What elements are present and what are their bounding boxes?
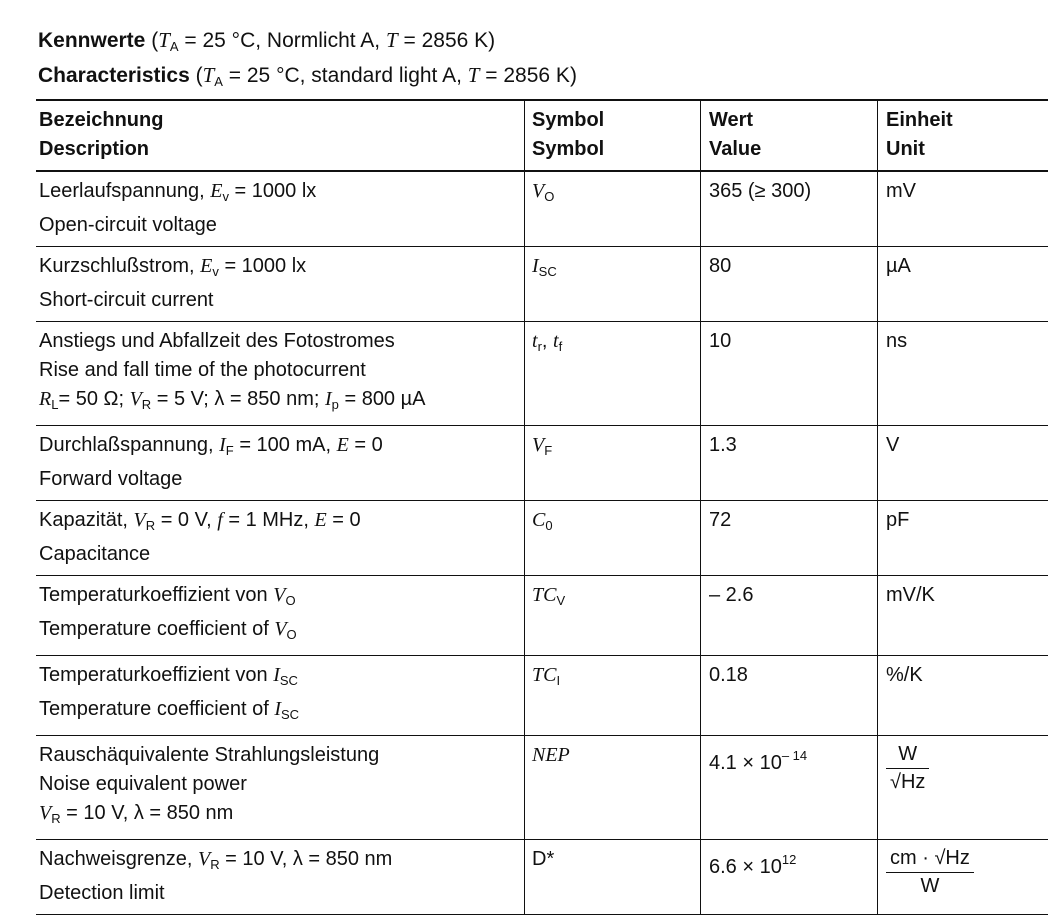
table-row xyxy=(36,576,1048,656)
heading xyxy=(38,26,577,96)
row-symbol: $TC_I$ xyxy=(525,656,701,736)
row-unit: V xyxy=(878,426,1049,501)
row-unit xyxy=(878,840,1049,915)
row-value: 365 (≥ 300) xyxy=(701,171,878,247)
table-row xyxy=(36,426,1048,501)
table-row xyxy=(36,736,1048,840)
row-value: – 2.6 xyxy=(701,576,878,656)
row-symbol: D* xyxy=(525,840,701,915)
row-description: Kurzschlußstrom, $E_v = 1000$ lx Short-circuit current xyxy=(36,247,525,322)
row-description: Durchlaßspannung, $I_F = 100$ mA, E = 0 Forward voltage xyxy=(36,426,525,501)
row-symbol: $I_{SC}$ xyxy=(525,247,701,322)
row-description: Nachweisgrenze, $V_R = 10$ V, λ = 850 nm Detection limit xyxy=(36,840,525,915)
row-description: Leerlaufspannung, $E_v = 1000$ lx Open-circuit voltage xyxy=(36,171,525,247)
characteristics-table xyxy=(36,99,1048,915)
row-unit: µA xyxy=(878,247,1049,322)
row-description: Anstiegs und Abfallzeit des Fotostromes Rise and fall time of the photocurrent $R_L= 50$ Ω; $V_R = 5$ V; λ = 850 nm; $I_p = 800$ µA xyxy=(36,322,525,426)
row-unit: ns xyxy=(878,322,1049,426)
ta-symbol: T xyxy=(158,28,170,52)
table-header-row xyxy=(36,100,1048,171)
row-value: 10 xyxy=(701,322,878,426)
row-value: $4.1 \times 10^{- 14}$ xyxy=(701,736,878,840)
unit-fraction: $\frac{cm \cdot √Hz}{W}$ xyxy=(886,845,974,900)
row-description: Rauschäquivalente Strahlungsleistung Noise equivalent power $V_R = 10$ V, λ = 850 nm xyxy=(36,736,525,840)
heading-de-label: Kennwerte xyxy=(38,29,146,52)
row-description: Kapazität, $V_R = 0$ V, f = 1 MHz, E = 0 Capacitance xyxy=(36,501,525,576)
row-value: 0.18 xyxy=(701,656,878,736)
heading-en: Characteristics ($T_A = 25$ °C, standard light A, T = 2856 K) xyxy=(38,63,577,89)
header-description: Bezeichnung Description xyxy=(36,100,525,171)
heading-de: Kennwerte ($T_A = 25$ °C, Normlicht A, T = 2856 K) xyxy=(38,28,496,54)
row-symbol: $t_r$, $t_f$ xyxy=(525,322,701,426)
table-row xyxy=(36,656,1048,736)
row-unit xyxy=(878,736,1049,840)
row-description: Temperaturkoeffizient von $V_O$ Temperature coefficient of $V_O$ xyxy=(36,576,525,656)
header-unit: Einheit Unit xyxy=(878,100,1049,171)
row-unit: pF xyxy=(878,501,1049,576)
table-row xyxy=(36,322,1048,426)
row-symbol: $V_F$ xyxy=(525,426,701,501)
row-value: 1.3 xyxy=(701,426,878,501)
table-row xyxy=(36,171,1048,247)
header-value: Wert Value xyxy=(701,100,878,171)
row-symbol: $C_0$ xyxy=(525,501,701,576)
unit-fraction: $\frac{W}{√Hz}$ xyxy=(886,741,929,796)
row-value: 80 xyxy=(701,247,878,322)
header-symbol: Symbol Symbol xyxy=(525,100,701,171)
row-symbol: NEP xyxy=(525,736,701,840)
row-unit: mV/K xyxy=(878,576,1049,656)
row-unit: %/K xyxy=(878,656,1049,736)
row-symbol: $TC_V$ xyxy=(525,576,701,656)
row-symbol: $V_O$ xyxy=(525,171,701,247)
table-row xyxy=(36,247,1048,322)
row-value: $6.6 \times 10^{12}$ xyxy=(701,840,878,915)
table-row xyxy=(36,501,1048,576)
heading-en-label: Characteristics xyxy=(38,64,190,87)
table-row xyxy=(36,840,1048,915)
row-value: 72 xyxy=(701,501,878,576)
row-description: Temperaturkoeffizient von $I_{SC}$ Temperature coefficient of $I_{SC}$ xyxy=(36,656,525,736)
row-unit: mV xyxy=(878,171,1049,247)
